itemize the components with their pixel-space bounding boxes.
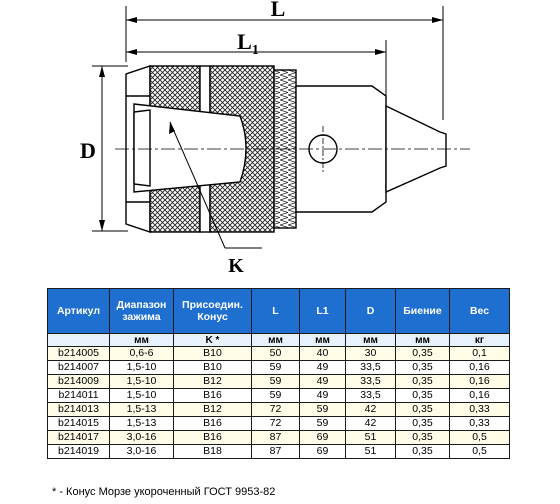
table-cell: 42 (346, 417, 396, 431)
table-cell: b214009 (48, 375, 110, 389)
table-cell: 59 (252, 375, 300, 389)
table-cell: 59 (252, 389, 300, 403)
table-cell: 0,35 (396, 389, 450, 403)
table-cell: b214007 (48, 361, 110, 375)
table-cell: 0,35 (396, 445, 450, 459)
table-cell: b214005 (48, 347, 110, 361)
header-cell: Диапазон зажима (110, 289, 174, 334)
table-cell: 0,5 (450, 431, 510, 445)
label-L: L (270, 0, 286, 21)
table-cell: 49 (300, 375, 346, 389)
header-row (48, 289, 510, 334)
table-cell: 0,35 (396, 361, 450, 375)
header-cell: L1 (300, 289, 346, 334)
table-row (48, 445, 510, 459)
table-cell: 40 (300, 347, 346, 361)
table-cell: B12 (174, 403, 252, 417)
table-cell: 42 (346, 403, 396, 417)
table-cell: 0,5 (450, 445, 510, 459)
spec-table (47, 288, 510, 459)
table-row (48, 403, 510, 417)
table-cell: B18 (174, 445, 252, 459)
table-cell: B16 (174, 417, 252, 431)
table-cell: 59 (300, 403, 346, 417)
label-K: K (228, 255, 244, 277)
table-cell: 49 (300, 389, 346, 403)
footnote: * - Конус Морзе укороченный ГОСТ 9953-82 (52, 486, 276, 498)
table-cell: 1,5-13 (110, 403, 174, 417)
table-row (48, 375, 510, 389)
table-cell: B12 (174, 375, 252, 389)
table-cell: b214017 (48, 431, 110, 445)
table-cell: 87 (252, 431, 300, 445)
header-cell: Вес (450, 289, 510, 334)
table-cell: 0,35 (396, 403, 450, 417)
table-cell: 0,33 (450, 417, 510, 431)
table-cell: 1,5-10 (110, 361, 174, 375)
unit-cell: K * (174, 334, 252, 347)
table-cell: 3,0-16 (110, 431, 174, 445)
table-row (48, 417, 510, 431)
units-row (48, 334, 510, 347)
unit-cell: мм (300, 334, 346, 347)
table-cell: 1,5-13 (110, 417, 174, 431)
table-cell: 69 (300, 431, 346, 445)
table-cell: 50 (252, 347, 300, 361)
table-cell: b214015 (48, 417, 110, 431)
table-cell: 33,5 (346, 389, 396, 403)
table-cell: 0,35 (396, 431, 450, 445)
table-cell: b214013 (48, 403, 110, 417)
table-cell: 0,33 (450, 403, 510, 417)
table-cell: b214011 (48, 389, 110, 403)
table-cell: B16 (174, 431, 252, 445)
header-cell: Присоедин. Конус (174, 289, 252, 334)
table-cell: 33,5 (346, 375, 396, 389)
table-cell: 0,35 (396, 375, 450, 389)
table-cell: B16 (174, 389, 252, 403)
header-cell: L (252, 289, 300, 334)
header-cell: Биение (396, 289, 450, 334)
table-cell: 30 (346, 347, 396, 361)
table-cell: 51 (346, 431, 396, 445)
label-L1: $L_1$ (237, 29, 259, 58)
table-cell: 0,6-6 (110, 347, 174, 361)
table-row (48, 431, 510, 445)
table-cell: 72 (252, 403, 300, 417)
unit-cell: мм (110, 334, 174, 347)
table-cell: 72 (252, 417, 300, 431)
table-cell: 0,16 (450, 361, 510, 375)
header-cell: Артикул (48, 289, 110, 334)
table-cell: 49 (300, 361, 346, 375)
unit-cell: мм (252, 334, 300, 347)
table-row (48, 347, 510, 361)
table-cell: 87 (252, 445, 300, 459)
unit-cell (48, 334, 110, 347)
header-cell: D (346, 289, 396, 334)
table-cell: 3,0-16 (110, 445, 174, 459)
table-body (48, 347, 510, 459)
table-cell: 33,5 (346, 361, 396, 375)
table-cell: 0,16 (450, 375, 510, 389)
table-cell: 1,5-10 (110, 375, 174, 389)
table-cell: B10 (174, 347, 252, 361)
table-cell: 0,35 (396, 347, 450, 361)
unit-cell: кг (450, 334, 510, 347)
table-row (48, 361, 510, 375)
unit-cell: мм (396, 334, 450, 347)
table-row (48, 389, 510, 403)
dimension-D (92, 66, 128, 231)
unit-cell: мм (346, 334, 396, 347)
table-cell: 0,16 (450, 389, 510, 403)
table-cell: 0,35 (396, 417, 450, 431)
table-cell: 69 (300, 445, 346, 459)
table-cell: B10 (174, 361, 252, 375)
table-cell: 59 (252, 361, 300, 375)
table-cell: b214019 (48, 445, 110, 459)
table-cell: 51 (346, 445, 396, 459)
table-cell: 0,1 (450, 347, 510, 361)
table-cell: 1,5-10 (110, 389, 174, 403)
label-D: D (80, 138, 96, 163)
table-cell: 59 (300, 417, 346, 431)
